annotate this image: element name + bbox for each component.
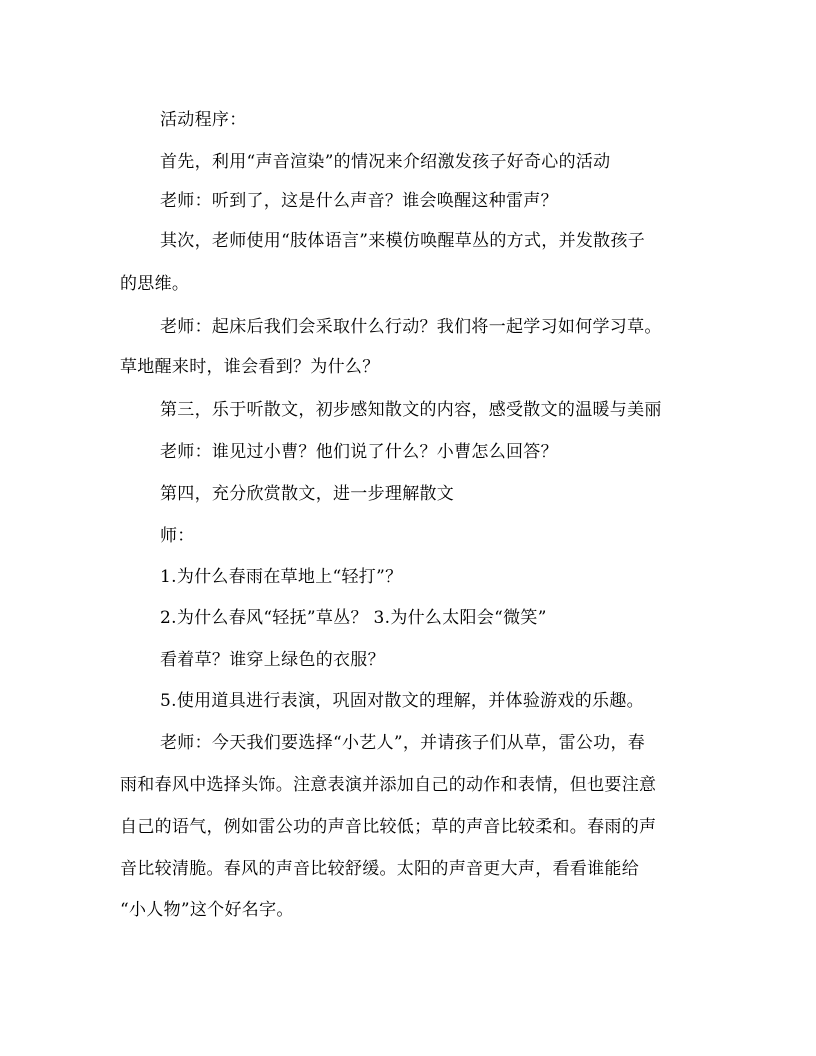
- paragraph-line: 草地醒来时，谁会看到？为什么？: [120, 357, 380, 377]
- paragraph-line: 音比较清脆。春风的声音比较舒缓。太阳的声音更大声，看看谁能给: [120, 859, 639, 879]
- paragraph-line: 首先，利用“声音渲染”的情况来介绍激发孩子好奇心的活动: [160, 152, 611, 172]
- paragraph-line: 老师：听到了，这是什么声音？谁会唤醒这种雷声？: [160, 191, 558, 211]
- paragraph-line: “小人物”这个好名字。: [120, 900, 294, 920]
- paragraph-line: 老师：今天我们要选择“小艺人”，并请孩子们从草，雷公功，春: [160, 733, 646, 753]
- activity-procedure-heading: 活动程序：: [160, 110, 247, 130]
- paragraph-line: 其次，老师使用“肢体语言”来模仿唤醒草丛的方式，并发散孩子: [160, 231, 646, 251]
- paragraph-line: 第四，充分欣赏散文，进一步理解散文: [160, 484, 455, 504]
- paragraph-line: 的思维。: [120, 274, 190, 294]
- list-item: 看着草？谁穿上绿色的衣服？: [160, 650, 385, 670]
- paragraph-line: 第三，乐于听散文，初步感知散文的内容，感受散文的温暖与美丽: [160, 400, 662, 420]
- paragraph-line: 师：: [160, 526, 195, 546]
- paragraph-line: 自己的语气，例如雷公功的声音比较低；草的声音比较柔和。春雨的声: [120, 817, 657, 837]
- paragraph-line: 老师：谁见过小曹？他们说了什么？小曹怎么回答？: [160, 442, 558, 462]
- paragraph-line: 老师：起床后我们会采取什么行动？我们将一起学习如何学习草。: [160, 317, 662, 337]
- list-item: 1.为什么春雨在草地上“轻打”？: [160, 567, 403, 587]
- list-item: 2.为什么春风“轻抚”草丛？ 3.为什么太阳会“微笑”: [160, 608, 547, 628]
- list-item: 5.使用道具进行表演，巩固对散文的理解，并体验游戏的乐趣。: [160, 691, 644, 711]
- paragraph-line: 雨和春风中选择头饰。注意表演并添加自己的动作和表情，但也要注意: [120, 775, 657, 795]
